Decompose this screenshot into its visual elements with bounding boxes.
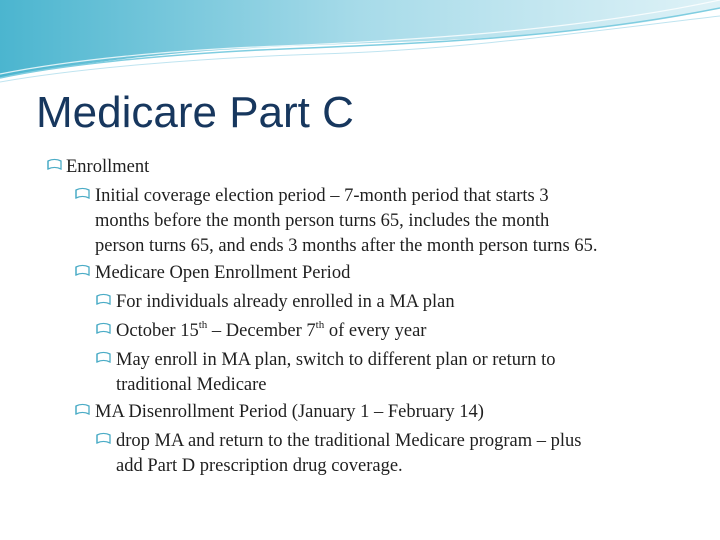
scroll-bullet-icon bbox=[46, 158, 66, 183]
scroll-bullet-icon bbox=[95, 432, 115, 457]
scroll-bullet-icon bbox=[74, 403, 94, 428]
scroll-bullet-icon bbox=[95, 351, 115, 376]
date-end-suffix: th bbox=[315, 318, 325, 331]
scroll-bullet-icon bbox=[74, 187, 94, 212]
bullet-enrollment: Enrollment bbox=[66, 157, 150, 177]
date-start-suffix: th bbox=[198, 318, 208, 331]
bullet-may-enroll-line1: May enroll in MA plan, switch to different plan or return to bbox=[116, 350, 556, 370]
bullet-open-enrollment: Medicare Open Enrollment Period bbox=[95, 263, 351, 283]
bullet-initial-coverage-line2: months before the month person turns 65, includes the month bbox=[95, 211, 550, 231]
date-tail-text: of every year bbox=[324, 321, 427, 341]
slide-title: Medicare Part C bbox=[36, 88, 354, 137]
scroll-bullet-icon bbox=[74, 264, 94, 289]
header-wave-decoration bbox=[0, 0, 720, 90]
bullet-may-enroll-line2: traditional Medicare bbox=[116, 375, 267, 395]
bullet-disenrollment: MA Disenrollment Period (January 1 – February 14) bbox=[95, 402, 484, 422]
date-start-text: October 15 bbox=[116, 321, 199, 341]
scroll-bullet-icon bbox=[95, 322, 115, 347]
date-end-text: – December 7 bbox=[207, 321, 316, 341]
bullet-initial-coverage-line3: person turns 65, and ends 3 months after the month person turns 65. bbox=[95, 236, 598, 256]
bullet-drop-ma-line1: drop MA and return to the traditional Medicare program – plus bbox=[116, 431, 582, 451]
scroll-bullet-icon bbox=[95, 293, 115, 318]
bullet-initial-coverage-line1: Initial coverage election period – 7-month period that starts 3 bbox=[95, 186, 549, 206]
bullet-already-enrolled: For individuals already enrolled in a MA plan bbox=[116, 292, 455, 312]
bullet-oct-dec-dates bbox=[116, 319, 426, 344]
bullet-drop-ma-line2: add Part D prescription drug coverage. bbox=[116, 456, 403, 476]
